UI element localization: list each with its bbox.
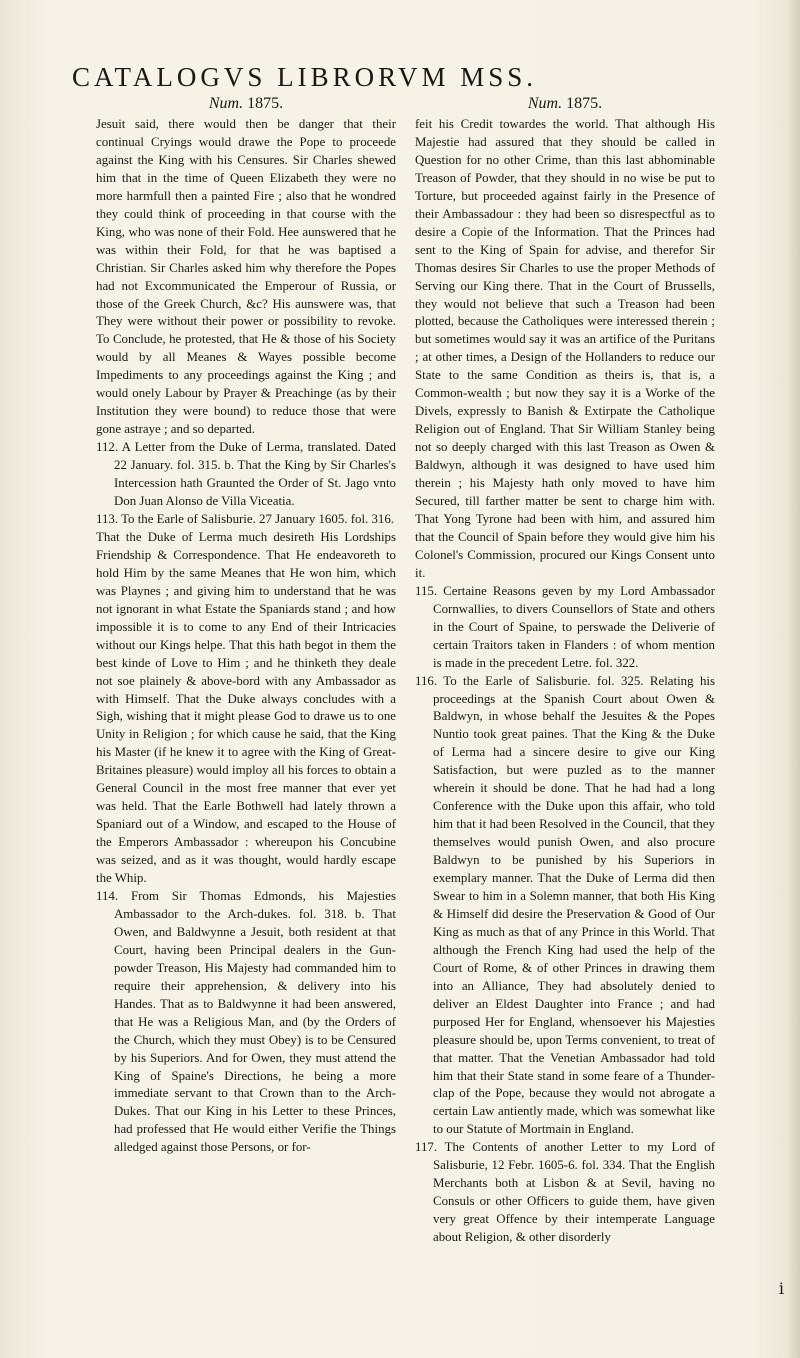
left-heading-number: 1875. xyxy=(247,95,284,112)
catalog-entry-117: 117. The Contents of another Letter to my Lord of Salisburie, 12 Febr. 1605-6. fol. 334. That the English Merchants both at Lisbon & at Sevil, having no Consuls or other Officers to guide them, have given very great Offence by their intemperate Language about Religion, & other disorderly xyxy=(415,1140,715,1245)
catalog-entry-113: 113. To the Earle of Salisburie. 27 January 1605. fol. 316. xyxy=(96,511,395,526)
catchword: i xyxy=(778,1279,784,1298)
right-heading-label: Num. xyxy=(527,95,563,112)
page-edge-shadow xyxy=(786,0,800,1358)
right-column-heading xyxy=(415,94,715,114)
left-heading-label: Num. xyxy=(208,95,244,112)
right-column xyxy=(415,94,715,1247)
catalog-entry-114: 114. From Sir Thomas Edmonds, his Majesties Ambassador to the Arch-dukes. fol. 318. b. That Owen, and Baldwynne a Jesuit, both resident at that Court, having been Principal dealers in the Gun-powder Treason, His Majesty had commanded him to require their apprehension, & delivery into his Handes. That as to Baldwynne it had been answered, that He was a Religious Man, and (by the Orders of the Church, which they must Obey) is to be Censured by his Superiors. And for Owen, they must attend the King of Spaine's Directions, he being a more immediate servant to that Crown than to the Arch-Dukes. That our King in his Letter to these Princes, had professed that He would either Verifie the Things alledged against those Persons, or for- xyxy=(96,888,396,1155)
catalog-entry-115: 115. Certaine Reasons geven by my Lord Ambassador Cornwallies, to divers Counsellors of State and others in the Court of Spaine, to perswade the Deliverie of certain Traitors taken in Flanders : of whom mention is made in the precedent Letre. fol. 322. xyxy=(415,583,715,670)
left-column xyxy=(96,94,396,1157)
right-heading-number: 1875. xyxy=(566,95,603,112)
left-column-heading xyxy=(96,94,396,114)
paragraph: feit his Credit towardes the world. That although His Majestie had assured that they should be called in Question for no other Crime, than this last abhominable Treason of Powder, that they should in no wise be put to Torture, but proceeded against fairly in the Presence of their Ambassadour : they had been so disrespectful as to desire a Copie of the Information. That the Princes had sent to the King of Spain for advise, and therefor Sir Thomas desires Sir Charles to use the proper Methods of Serving our King there. That in the Court of Brussells, they would not believe that such a Treason had been plotted, because the Catholiques were interessed therein ; but sometimes would say it was an artifice of the Puritans ; at other times, a Design of the Hollanders to reduce our State to the same Condition as theirs is, that is, a Common-wealth ; but now they say it is a Worke of the Divels, expressly to Banish & Extirpate the Catholique Religion out of England. That Sir William Stanley being not so deeply charged with this last Treason as Owen & Baldwyn, although it was designed to have used him therein ; his Majesty hath only moved to have him Secured, till farther matter be sent to charge him with. That Yong Tyrone had been with him, and assured him that the Council of Spain before they would give him his Colonel's Commission, procured our Kings Consent unto it. xyxy=(415,117,715,580)
catalog-entry-116: 116. To the Earle of Salisburie. fol. 325. Relating his proceedings at the Spanish Court about Owen & Baldwyn, in whose behalf the Jesuites & the Popes Nuntio took great paines. That the King & the Duke of Lerma had a sincere desire to give our King Satisfaction, but were puzled as to the manner wherein it should be done. That he had had a long Conference with the Duke upon this affair, who told him that it had been Resolved in the Council, that they themselves would punish Owen, and also procure Baldwyn to be punished by his Superiors in exemplary manner. That the Duke of Lerma did then Swear to him in a Solemn manner, that both His King & Himself did desire the Preservation & Good of Our King as much as that of any Prince in this World. That although the French King had used the help of the Court of Rome, & of other Princes in drawing them into an Alliance, They had absolutely denied to deliver an Eldest Daughter into France ; and had purposed Her for England, whensoever his Majesties pleasure should be, upon Terms convenient, to treat of that matter. That the Venetian Ambassador had told him that their State stand in some feare of a Thunder-clap of the Pope, because they would not abrogate a certain Law antiently made, which was somewhat like to our Statute of Mortmain in England. xyxy=(415,673,715,1137)
catalog-entry-112: 112. A Letter from the Duke of Lerma, translated. Dated 22 January. fol. 315. b. That the King by Sir Charles's Intercession hath Graunted the Order of St. Jago vnto Don Juan Alonso de Villa Viceatia. xyxy=(96,440,396,509)
paragraph: Jesuit said, there would then be danger that their continual Cryings would drawe the Pope to proceede against the King with his Censures. Sir Charles shewed him that in the time of Queen Elizabeth they were no more harmfull then a painted Fire ; also that he wondred they could think of proceeding in that course with the King, who was none of their Fold. Hee aunswered that he was within their Fold, for that he was baptised a Christian. Sir Charles asked him why therefore the Popes had not Excommunicated the Emperour of Russia, or those of the Greek Church, &c? His aunswere was, that They were without their power or possibility to revoke. To Conclude, he protested, that He & those of his Society would by all Meanes & Wayes possible become Impediments to any proceedings against the King ; and would onely Labour by Prayer & Preachinge (as by their Institution they were bound) to reduce those that were gone astraye ; and so departed. xyxy=(96,117,396,437)
running-title: CATALOGVS LIBRORVM MSS. xyxy=(72,62,537,92)
paragraph: That the Duke of Lerma much desireth His Lordships Friendship & Correspondence. That He endeavoreth to hold Him by the same Meanes that He won him, which was Playnes ; and giving him to understand that he was not ignorant in what Estate the Spaniards stand ; and how impossible it is to come to any End of their Intricacies without our Kings helpe. That this hath begot in them the best kinde of Love to Him ; and he thinketh they deale not soe plainely & above-bord with any Ambassador as with Himself. That the Duke always concludes with a Sigh, wishing that it might please God to drawe us to one Unity in Religion ; for which cause he said, that the King his Master (if he knew it to agree with the King of Great-Britaines pleasure) would imploy all his forces to obtain a General Council in the most free manner that ever yet was held. That the Earle Bothwell had lately thrown a Spaniard out of a Window, and escaped to the House of the Emperors Ambassador : whereupon his Concubine was seized, and as it was thought, would hardly escape the Whip. xyxy=(96,529,396,886)
